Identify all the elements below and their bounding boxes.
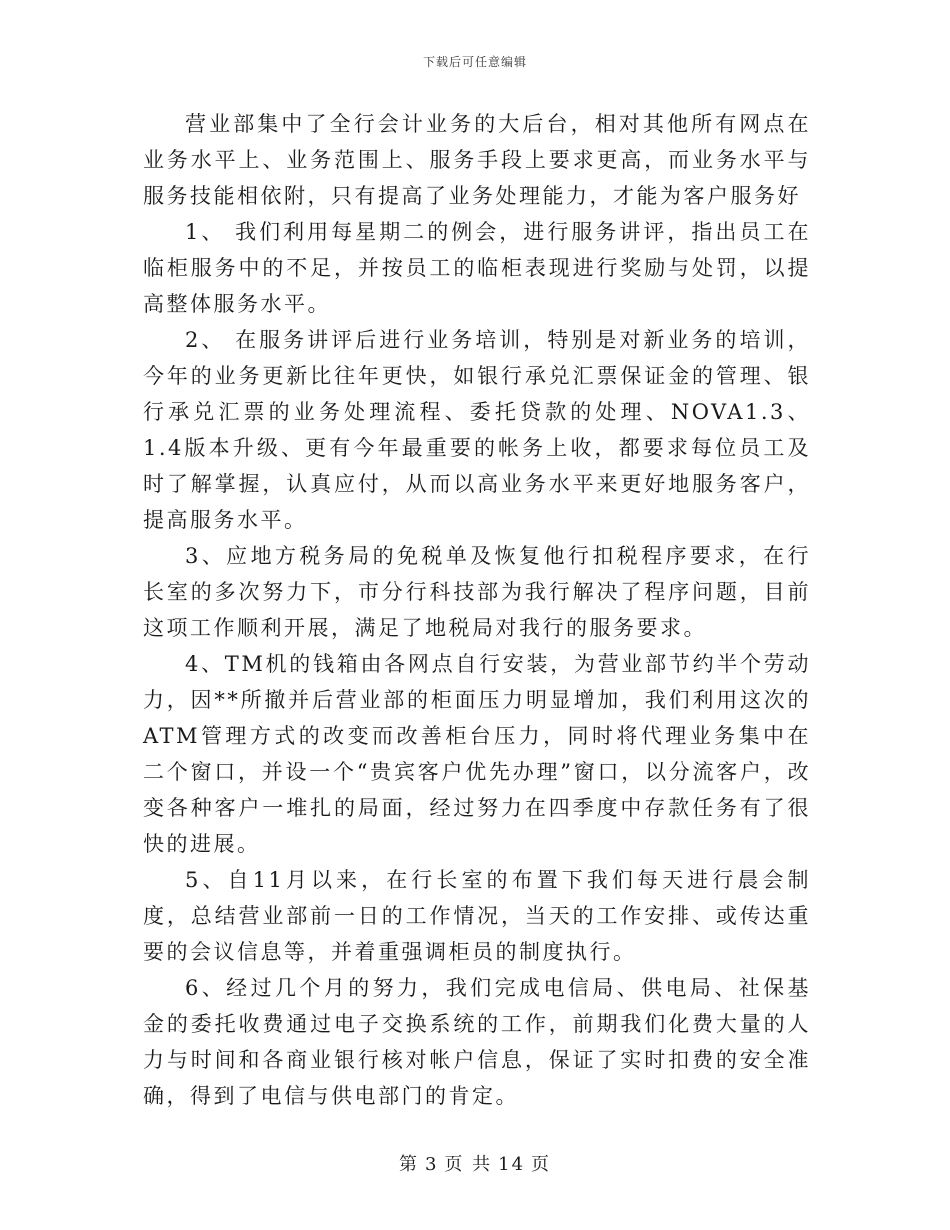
paragraph-item-2: 2、 在服务讲评后进行业务培训，特别是对新业务的培训，今年的业务更新比往年更快，如银行承兑汇票保证金的管理、银行承兑汇票的业务处理流程、委托贷款的处理、NOVA1.3、1.4版本升级、更有今年最重要的帐务上收，都要求每位员工及时了解掌握，认真应付，从而以高业务水平来更好地服务客户，提高服务水平。	[143, 328, 811, 532]
footer-suffix: 页	[531, 1154, 552, 1175]
document-body	[143, 106, 811, 1114]
paragraph-item-3: 3、应地方税务局的免税单及恢复他行扣税程序要求，在行长室的多次努力下，市分行科技部为我行解决了程序问题，目前这项工作顺利开展，满足了地税局对我行的服务要求。	[143, 544, 811, 640]
page-number: 3	[424, 1154, 439, 1175]
page-total: 14	[498, 1154, 526, 1175]
footer-middle: 页 共	[444, 1154, 493, 1175]
paragraph-item-6: 6、经过几个月的努力，我们完成电信局、供电局、社保基金的委托收费通过电子交换系统的工作，前期我们化费大量的人力与时间和各商业银行核对帐户信息，保证了实时扣费的安全准确，得到了电信与供电部门的肯定。	[143, 976, 811, 1108]
page-header: 下载后可任意编辑	[422, 55, 527, 69]
paragraph-intro: 营业部集中了全行会计业务的大后台，相对其他所有网点在业务水平上、业务范围上、服务手段上要求更高，而业务水平与服务技能相依附，只有提高了业务处理能力，才能为客户服务好	[143, 112, 811, 208]
paragraph-item-1: 1、 我们利用每星期二的例会，进行服务讲评，指出员工在临柜服务中的不足，并按员工的临柜表现进行奖励与处罚，以提高整体服务水平。	[143, 220, 811, 316]
footer-prefix: 第	[398, 1154, 419, 1175]
page-footer	[0, 1150, 950, 1176]
paragraph-item-5: 5、自11月以来，在行长室的布置下我们每天进行晨会制度，总结营业部前一日的工作情况，当天的工作安排、或传达重要的会议信息等，并着重强调柜员的制度执行。	[143, 868, 811, 964]
paragraph-item-4: 4、TM机的钱箱由各网点自行安装，为营业部节约半个劳动力，因**所撤并后营业部的柜面压力明显增加，我们利用这次的ATM管理方式的改变而改善柜台压力，同时将代理业务集中在二个窗口，并设一个“贵宾客户优先办理”窗口，以分流客户，改变各种客户一堆扎的局面，经过努力在四季度中存款任务有了很快的进展。	[143, 652, 811, 856]
